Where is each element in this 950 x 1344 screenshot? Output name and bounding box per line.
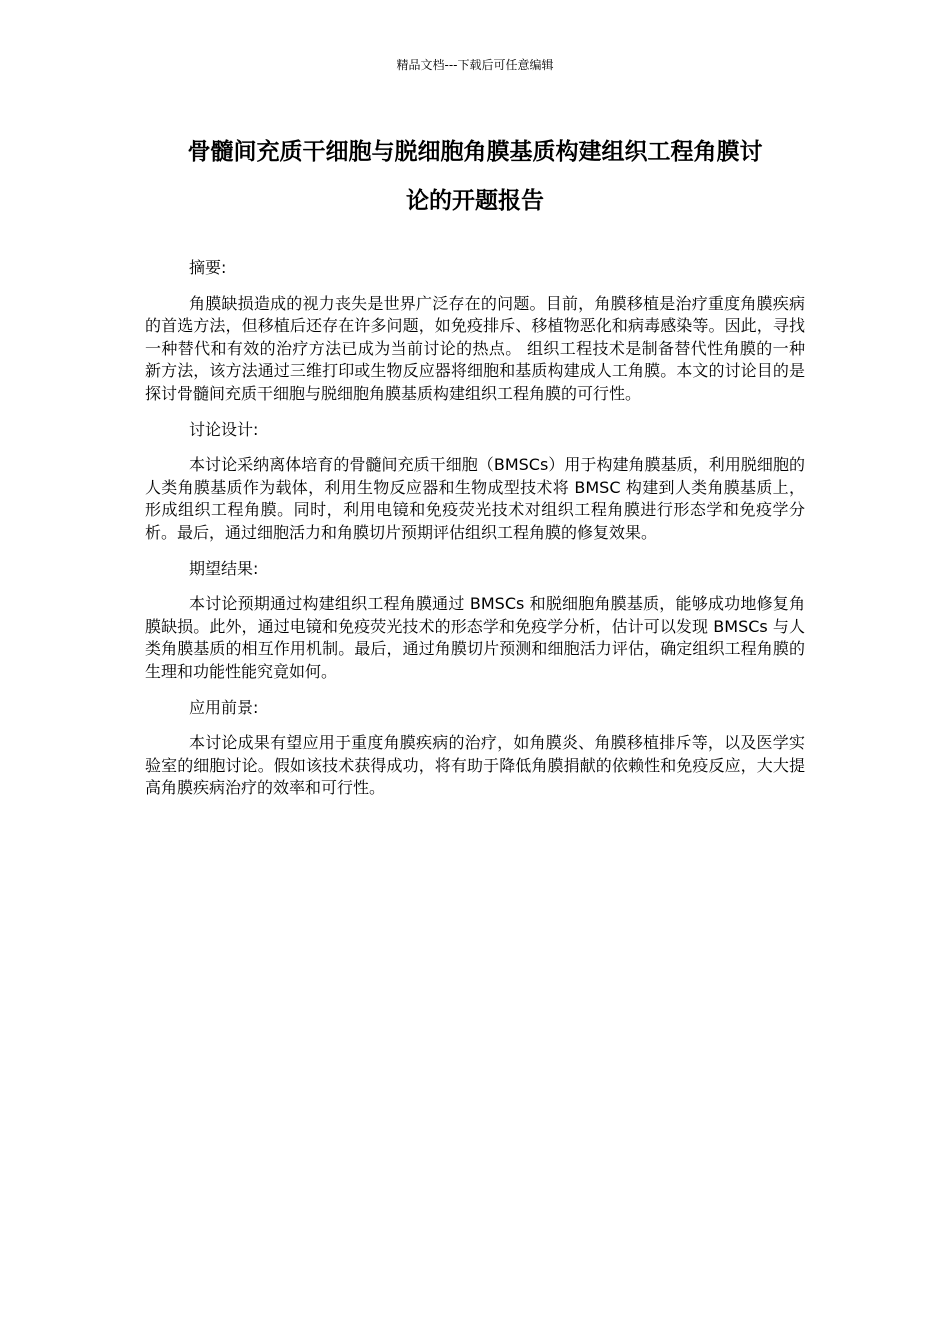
section-heading-design: 讨论设计: [189,419,259,439]
section-body-design: 本讨论采纳离体培育的骨髓间充质干细胞（BMSCs）用于构建角膜基质，利用脱细胞的人类角膜基质作为载体，利用生物反应器和生物成型技术将 BMSC 构建到人类角膜基质上，形成组织工程角膜。同时，利用电镜和免疫荧光技术对组织工程角膜进行形态学和免疫学分析。最后，通过细胞活力和角膜切片预期评估组织工程角膜的修复效果。 [145,455,805,542]
section-body-abstract: 角膜缺损造成的视力丧失是世界广泛存在的问题。目前，角膜移植是治疗重度角膜疾病的首选方法，但移植后还存在许多问题，如免疫排斥、移植物恶化和病毒感染等。因此，寻找一种替代和有效的治疗方法已成为当前讨论的热点。 组织工程技术是制备替代性角膜的一种新方法，该方法通过三维打印或生物反应器将细胞和基质构建成人工角膜。本文的讨论目的是探讨骨髓间充质干细胞与脱细胞角膜基质构建组织工程角膜的可行性。 [145,293,805,403]
header-note: 精品文档---下载后可任意编辑 [396,58,554,72]
document-title [145,128,805,226]
section-body-expected-results: 本讨论预期通过构建组织工程角膜通过 BMSCs 和脱细胞角膜基质，能够成功地修复角膜缺损。此外，通过电镜和免疫荧光技术的形态学和免疫学分析，估计可以发现 BMSCs 与人类角膜基质的相互作用机制。最后，通过角膜切片预测和细胞活力评估，确定组织工程角膜的生理和功能性能究竟如何。 [145,594,805,681]
section-heading-abstract: 摘要: [189,258,227,277]
section-heading-prospects: 应用前景: [189,697,259,717]
section-body-prospects: 本讨论成果有望应用于重度角膜疾病的治疗，如角膜炎、角膜移植排斥等，以及医学实验室的细胞讨论。假如该技术获得成功，将有助于降低角膜捐献的依赖性和免疫反应，大大提高角膜疾病治疗的效率和可行性。 [145,733,805,798]
title-line-2: 论的开题报告 [406,188,544,214]
document-body [145,257,805,813]
section-heading-expected-results: 期望结果: [189,558,259,578]
title-line-1: 骨髓间充质干细胞与脱细胞角膜基质构建组织工程角膜讨 [187,139,763,165]
